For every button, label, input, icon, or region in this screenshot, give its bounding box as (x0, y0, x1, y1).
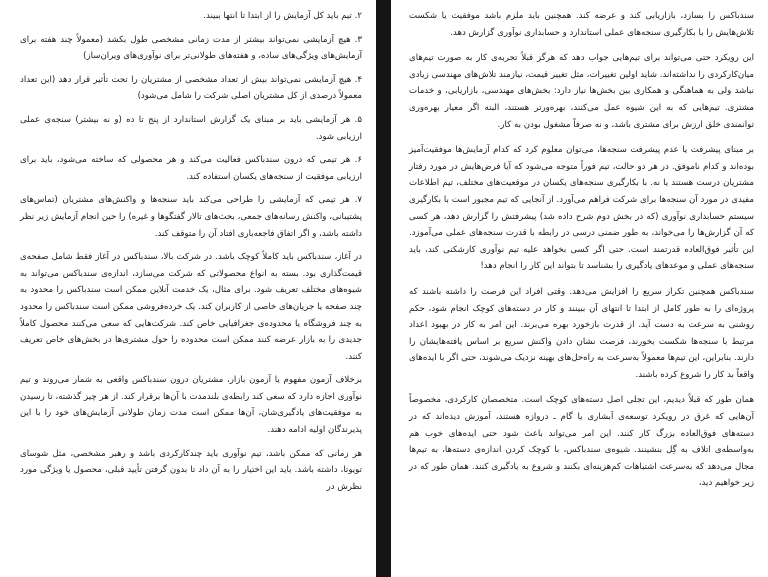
paragraph: بر مبنای پیشرفت یا عدم پیشرفت سنجه‌ها، می‌توان معلوم کرد که کدام آزمایش‌ها موفقیت‌آمیز بوده‌اند و کدام ناموفق. در هر دو حالت، تیم فوراً متوجه می‌شود که آیا فرض‌هایش در مورد رفتار مشتریان درست هستند یا نه. با بکارگیری سنجه‌های یکسان در موقعیت‌های مختلف، تیم اطلاعات مفیدی در مورد آن سنجه‌ها برای شرکت فراهم می‌آورد. از آنجایی که تیم مجبور است با بکارگیری سیستم حسابداری نوآوری (که در بخش دوم شرح داده شد) پیشرفتش را گزارش دهد، هر کسی که آن گزارش‌ها را می‌خواند، به طور ضمنی درسی در رابطه با قدرت سنجه‌های عملی می‌آموزد. این تأثیر فوق‌العاده قدرتمند است. حتی اگر کسی بخواهد علیه تیم نوآوری کارشکنی کند، باید سنجه‌های عملی و موعدهای یادگیری را بشناسد تا بتواند این کار را انجام دهد! (409, 145, 754, 272)
paragraph: ۴. هیچ آزمایشی نمی‌تواند بیش از تعداد مشخصی از مشتریان را تحت تأثیر قرار دهد (این تعداد معمولاً درصدی از کل مشتریان اصلی شرکت را شامل می‌شود) (20, 74, 362, 102)
right-book-page (391, 0, 768, 577)
paragraph: ۶. هر تیمی که درون سندباکس فعالیت می‌کند و هر محصولی که ساخته می‌شود، باید برای ارزیابی موفقیت از سنجه‌های یکسان استفاده کند. (20, 155, 362, 182)
left-book-page (0, 0, 376, 577)
paragraph: سندباکس را بسازد، بازاریابی کند و عرضه کند. همچنین باید ملزم باشد موفقیت یا شکست تلاش‌هایش را با بکارگیری سنجه‌های عملی استاندارد و حسابداری نوآوری گزارش دهد. (409, 11, 754, 38)
paragraph: ۳. هیچ آزمایشی نمی‌تواند بیشتر از مدت زمانی مشخصی طول بکشد (معمولاً چند هفته برای آزمایش‌های ویژگی‌های ساده، و هفته‌های طولانی‌تر برای نوآوری‌های ویران‌ساز) (20, 34, 362, 62)
page-gutter-divider (376, 0, 391, 577)
paragraph: همان طور که قبلاً دیدیم، این تجلی اصل دسته‌های کوچک است. متخصصان کارکردی، مخصوصاً آن‌هایی که غرق در رویکرد توسعه‌ی آبشاری یا گام ـ دروازه هستند، آموزش دیده‌اند که در دسته‌های فوق‌العاده بزرگ کار کنند. این امر می‌تواند باعث شود حتی ایده‌های خوب هم به‌واسطه‌ی اتلاف به گِل بنشینند. شیوه‌ی سندباکس، با کوچک کردن اندازه‌ی دسته‌ها، به تیم‌ها مجال می‌دهد که به‌سرعت اشتباهات کم‌هزینه‌ای بکنند و شروع به یادگیری کنند. همان طور که در زیر خواهیم دید، (409, 395, 754, 489)
paragraph: هر زمانی که ممکن باشد، تیم نوآوری باید چندکارکردی باشد و رهبر مشخصی، مثل شوسای تویوتا، داشته باشد. باید این اختیار را به آن داد تا بدون گرفتن تأیید قبلی، محصول یا ویژگی مورد نظرش در (20, 448, 362, 492)
paragraph: ۵. هر آزمایشی باید بر مبنای یک گزارش استاندارد از پنج تا ده (و نه بیشتر) سنجه‌ی عملی ارزیابی شود. (20, 114, 362, 142)
paragraph: در آغاز، سندباکس باید کاملاً کوچک باشد. در شرکت بالا، سندباکس در آغاز فقط شامل صفحه‌ی قیمت‌گذاری بود. بسته به انواع محصولاتی که شرکت می‌سازد، اندازه‌ی سندباکس می‌تواند به شیوه‌های مختلف تعریف شود. برای مثال، یک خدمت آنلاین ممکن است سندباکس را محدود به چند صفحه یا جریان‌های خاصی از کاربران کند. یک خرده‌فروشی ممکن است سندباکس را محدود به چند فروشگاه یا محدوده‌ی جغرافیایی خاص کند. شرکت‌هایی که سعی می‌کنند محصول کاملاً جدیدی را به بازار عرضه کنند ممکن است محدوده را حول مشتری‌ها در بخش‌های خاص تعریف کنند. (20, 252, 362, 362)
paragraph: برخلاف آزمون مفهوم یا آزمون بازار، مشتریان درون سندباکس واقعی به شمار می‌روند و تیم نوآوری اجازه دارد که سعی کند رابطه‌ی بلندمدت با آن‌ها برقرار کند. از هر چیز گذشته، تا رسیدن به موفقیت‌های یادگیری‌شان، آن‌ها ممکن است مدت زمان طولانی آزمایش‌های خود را با این پذیرندگان اولیه ادامه دهند. (20, 375, 362, 436)
paragraph: ۷. هر تیمی که آزمایشی را طراحی می‌کند باید سنجه‌ها و واکنش‌های مشتریان (تماس‌های پشتیبانی، واکنش رسانه‌های جمعی، بحث‌های تالار گفتگوها و غیره) را حین انجام آزمایش زیر نظر داشته باشد، و اگر اتفاق فاجعه‌باری افتاد آن را متوقف کند. (20, 195, 362, 239)
paragraph: این رویکرد حتی می‌تواند برای تیم‌هایی جواب دهد که هرگز قبلاً تجربه‌ی کار به صورت تیم‌های میان‌کارکردی را نداشته‌اند. شاید اولین تغییرات، مثل تغییر قیمت، نیازمند تلاش‌های مهندسی زیادی نباشد ولی به هماهنگی و همکاری بین بخش‌ها نیاز دارد: بخش‌های مهندسی، بازاریابی، و خدمات مشتری. تیم‌هایی که به این شیوه عمل می‌کنند، بهره‌ورتر هستند، البته اگر معیار بهره‌وری توانمندی خلق ارزش برای مشتری باشد، و نه صرفاً مشغول بودن به کار. (409, 53, 754, 130)
paragraph: سندباکس همچنین تکرار سریع را افزایش می‌دهد. وقتی افراد این فرصت را داشته باشند که پروژه‌ای را به طور کامل از ابتدا تا انتهای آن ببینند و کار در دسته‌های کوچک انجام شود، حکم روشنی به سرعت به دست آید. از قدرت بازخورد بهره می‌برند. این امر به کار در بهبود اعداد مرتبط با سنجه‌ها شکست بخورند، فرصت نشان دادن واکنش سریع بر اساس یافته‌هایشان را دارند. بنابراین، این تیم‌ها معمولاً به‌سرعت به راه‌حل‌های بهینه نزدیک می‌شوند، حتی اگر با ایده‌های واقعاً بد کار را شروع کرده باشند. (409, 286, 754, 380)
paragraph: ۲. تیم باید کل آزمایش را از ابتدا تا انتها ببیند. (203, 11, 362, 21)
